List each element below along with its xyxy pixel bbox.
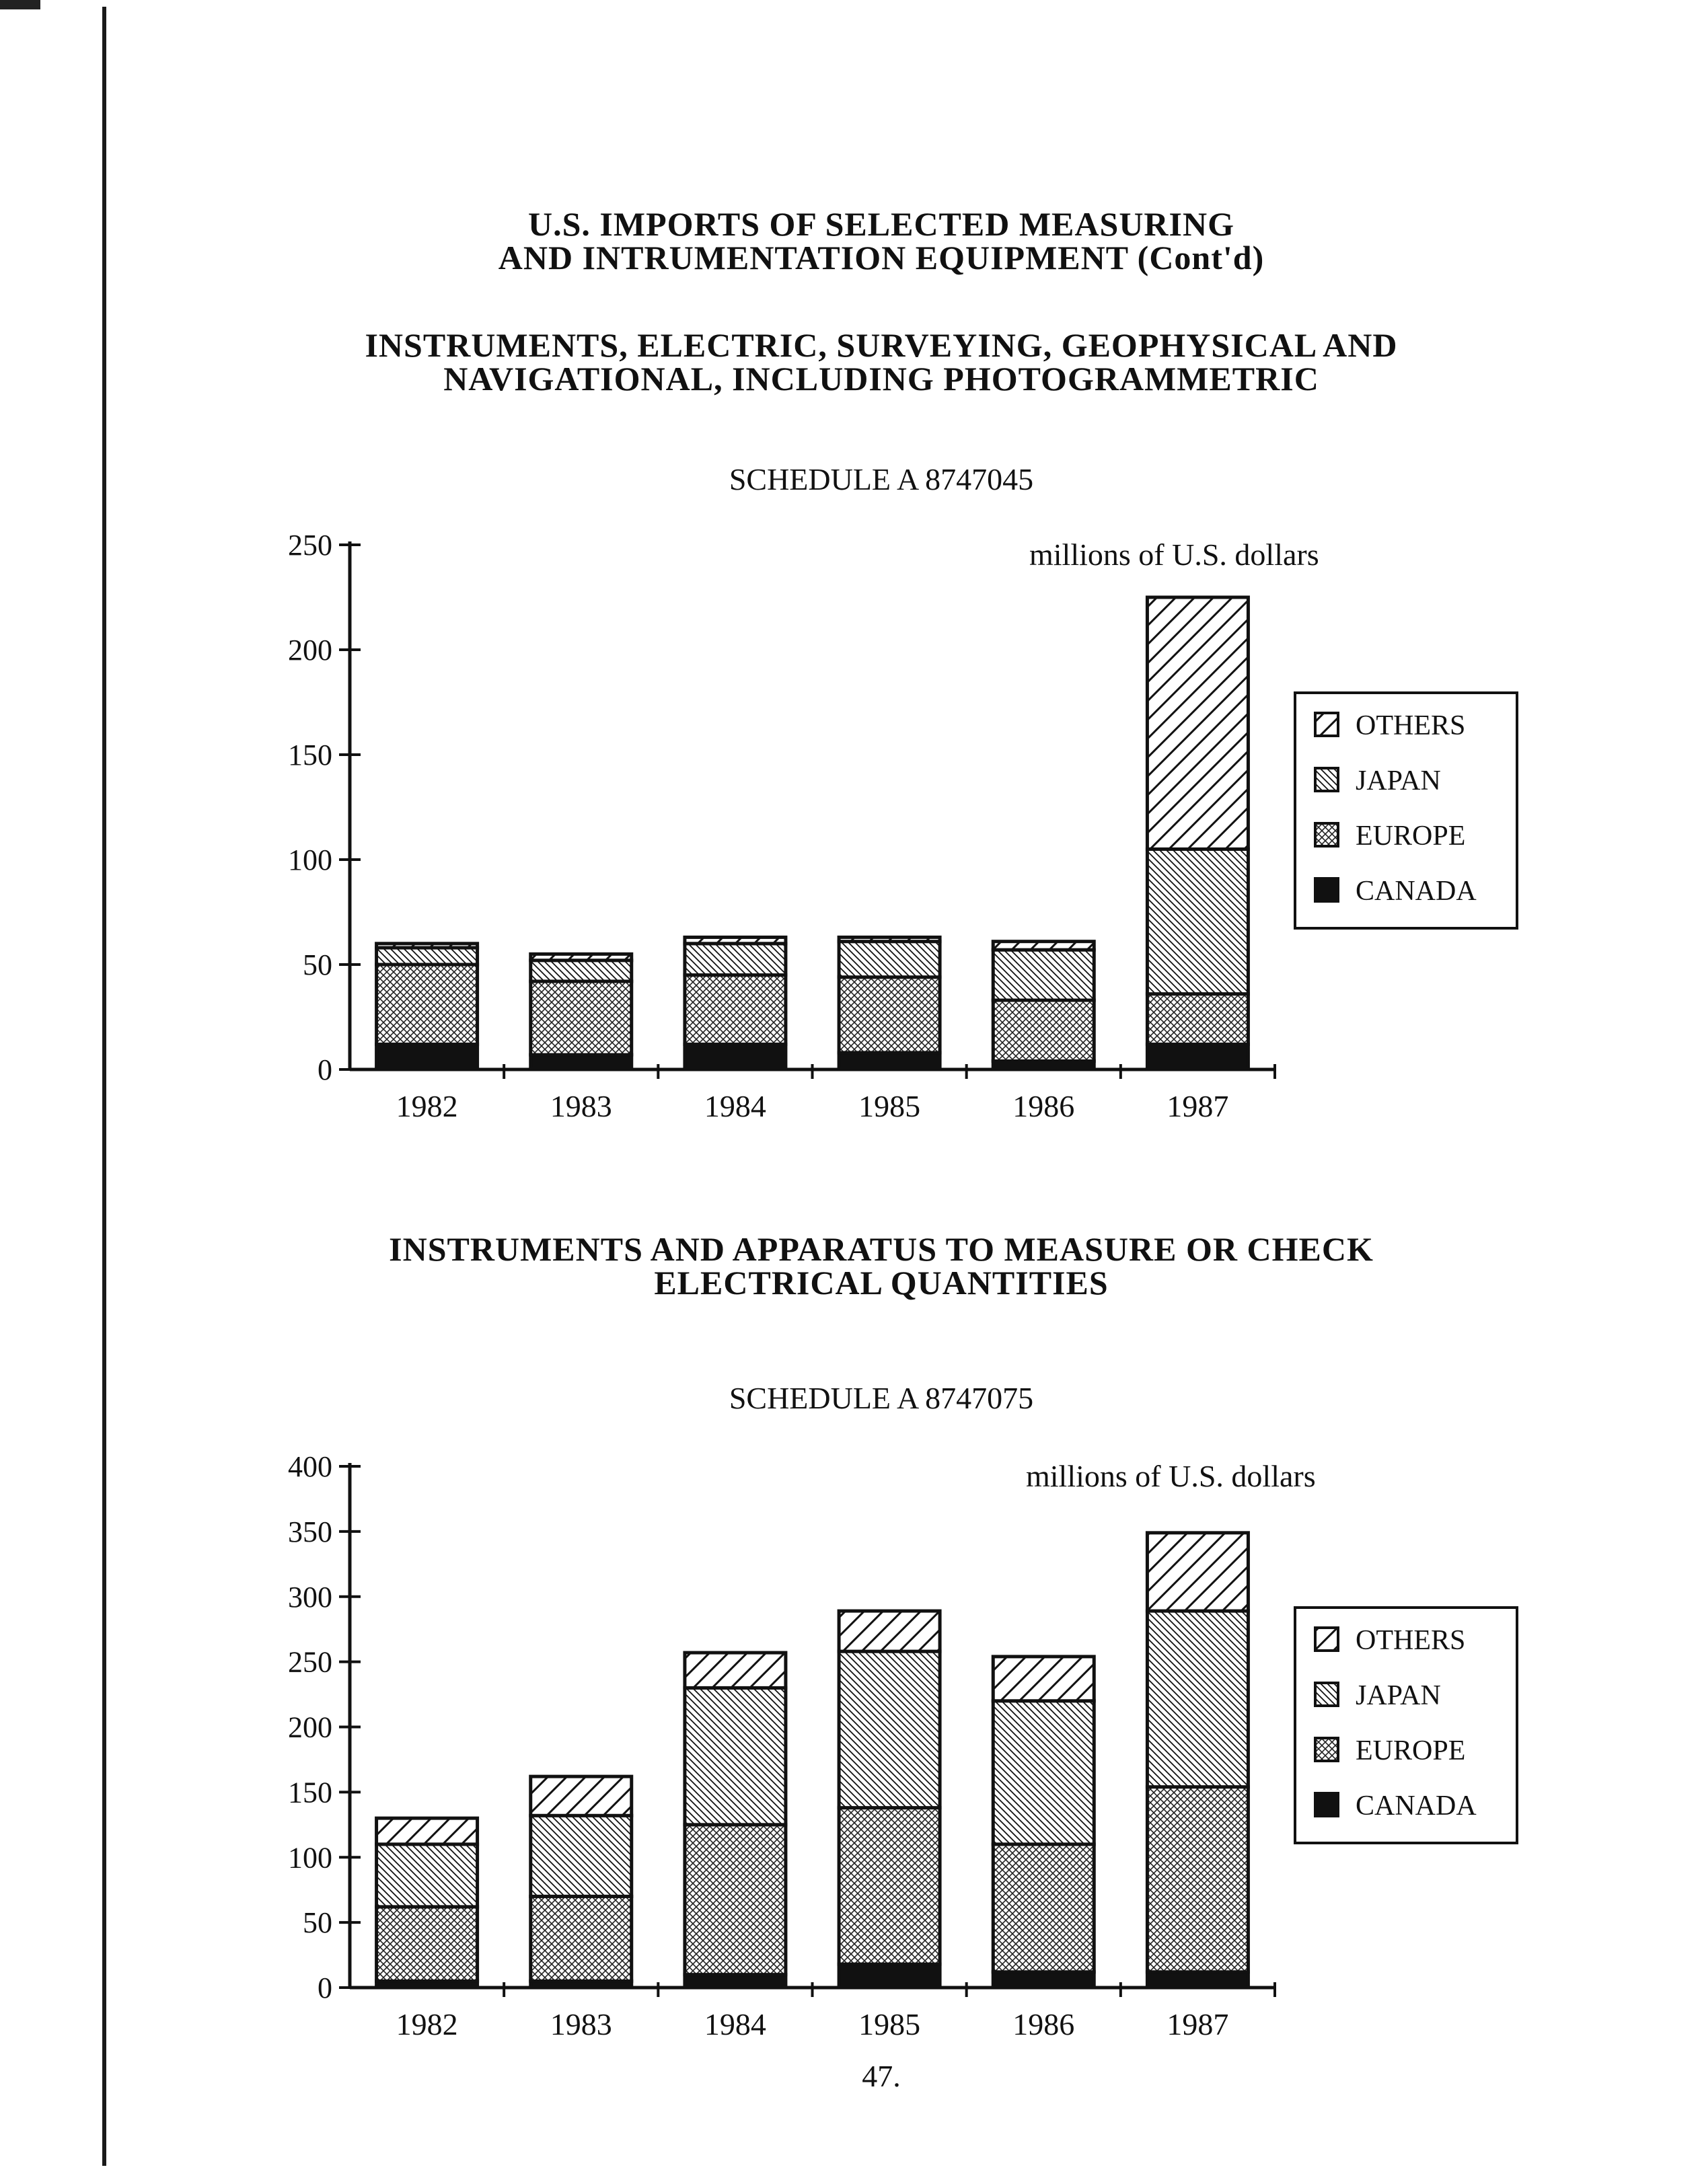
bar-segment-canada-1987 [1147, 1045, 1248, 1069]
y-tick-label: 300 [288, 1580, 332, 1614]
y-tick-label: 250 [288, 529, 332, 562]
bar-segment-canada-1984 [685, 1975, 786, 1988]
y-tick-label: 100 [288, 843, 332, 876]
legend-swatch-others [1315, 1628, 1338, 1651]
y-tick-label: 200 [288, 1710, 332, 1744]
legend-swatch-europe [1315, 1738, 1338, 1761]
chart1-svg [0, 511, 1700, 1143]
bar-segment-europe-1984 [685, 1825, 786, 1975]
bar-segment-others-1982 [377, 1818, 478, 1844]
bar-segment-canada-1986 [993, 1972, 1094, 1988]
bar-segment-europe-1983 [531, 1896, 632, 1981]
bar-segment-europe-1982 [377, 965, 478, 1045]
scan-corner-mark [0, 0, 40, 9]
y-tick-label: 50 [303, 1906, 332, 1940]
bar-segment-japan-1987 [1147, 1611, 1248, 1787]
bar-segment-others-1987 [1147, 1533, 1248, 1611]
bar-segment-others-1985 [839, 1611, 940, 1651]
y-tick-label: 200 [288, 634, 332, 667]
bar-segment-others-1986 [993, 1657, 1094, 1701]
main-title-line2: AND INTRUMENTATION EQUIPMENT (Cont'd) [498, 239, 1265, 276]
legend-swatch-europe [1315, 823, 1338, 846]
legend-swatch-japan [1315, 1683, 1338, 1706]
x-tick-label-1986: 1986 [1012, 1089, 1075, 1123]
legend-label-europe: EUROPE [1356, 821, 1466, 852]
bar-segment-others-1984 [685, 937, 786, 943]
legend-label-japan: JAPAN [1356, 1680, 1441, 1711]
chart1-title-line2: NAVIGATIONAL, INCLUDING PHOTOGRAMMETRIC [443, 360, 1319, 398]
bar-segment-others-1987 [1147, 597, 1248, 849]
bar-segment-europe-1985 [839, 977, 940, 1053]
y-tick-label: 0 [318, 1971, 332, 2004]
legend-label-canada: CANADA [1356, 1791, 1477, 1821]
bar-segment-europe-1987 [1147, 1787, 1248, 1972]
x-tick-label-1984: 1984 [704, 1089, 766, 1123]
bar-segment-europe-1987 [1147, 994, 1248, 1045]
bar-segment-japan-1982 [377, 948, 478, 965]
chart2-subtitle: SCHEDULE A 8747075 [729, 1381, 1034, 1415]
unit-label: millions of U.S. dollars [1026, 1459, 1316, 1493]
x-tick-label-1982: 1982 [396, 2007, 458, 2041]
bar-segment-japan-1984 [685, 944, 786, 975]
legend-label-others: OTHERS [1356, 710, 1466, 741]
bar-segment-others-1986 [993, 942, 1094, 950]
bar-segment-canada-1982 [377, 1045, 478, 1069]
bar-segment-canada-1984 [685, 1045, 786, 1069]
x-tick-label-1983: 1983 [550, 1089, 612, 1123]
legend-swatch-canada [1315, 878, 1338, 901]
bar-segment-japan-1987 [1147, 849, 1248, 993]
chart2-title-line1: INSTRUMENTS AND APPARATUS TO MEASURE OR CHECK [389, 1230, 1374, 1268]
y-tick-label: 350 [288, 1515, 332, 1548]
bar-segment-canada-1985 [839, 1053, 940, 1069]
x-tick-label-1983: 1983 [550, 2007, 612, 2041]
chart2-title-line2: ELECTRICAL QUANTITIES [654, 1264, 1109, 1302]
chart2-svg [0, 1439, 1700, 2058]
y-tick-label: 100 [288, 1841, 332, 1875]
legend-swatch-others [1315, 713, 1338, 736]
y-tick-label: 400 [288, 1450, 332, 1483]
x-tick-label-1987: 1987 [1167, 1089, 1229, 1123]
legend-label-canada: CANADA [1356, 876, 1477, 907]
bar-segment-others-1983 [531, 1776, 632, 1815]
chart1-title-line1: INSTRUMENTS, ELECTRIC, SURVEYING, GEOPHYSICAL AND [365, 326, 1398, 364]
page-number: 47. [862, 2059, 901, 2093]
bar-segment-japan-1986 [993, 950, 1094, 1000]
bar-segment-europe-1982 [377, 1907, 478, 1981]
bar-segment-europe-1983 [531, 981, 632, 1055]
bar-segment-others-1983 [531, 954, 632, 960]
legend-label-japan: JAPAN [1356, 765, 1441, 796]
main-title-line1: U.S. IMPORTS OF SELECTED MEASURING [528, 205, 1234, 243]
chart1-subtitle: SCHEDULE A 8747045 [729, 462, 1034, 496]
bar-segment-canada-1985 [839, 1964, 940, 1988]
y-tick-label: 50 [303, 948, 332, 981]
bar-segment-japan-1983 [531, 961, 632, 981]
bar-segment-europe-1984 [685, 975, 786, 1045]
bar-segment-canada-1987 [1147, 1972, 1248, 1988]
unit-label: millions of U.S. dollars [1029, 537, 1319, 572]
bar-segment-others-1985 [839, 937, 940, 941]
x-tick-label-1984: 1984 [704, 2007, 766, 2041]
bar-segment-others-1982 [377, 944, 478, 948]
legend-label-europe: EUROPE [1356, 1735, 1466, 1766]
x-tick-label-1985: 1985 [858, 1089, 921, 1123]
y-tick-label: 250 [288, 1645, 332, 1679]
y-tick-label: 150 [288, 739, 332, 771]
x-tick-label-1986: 1986 [1012, 2007, 1075, 2041]
x-tick-label-1982: 1982 [396, 1089, 458, 1123]
y-tick-label: 0 [318, 1053, 332, 1086]
bar-segment-japan-1985 [839, 1651, 940, 1808]
bar-segment-canada-1983 [531, 1055, 632, 1069]
y-tick-label: 150 [288, 1776, 332, 1809]
bar-segment-japan-1986 [993, 1701, 1094, 1844]
bar-segment-japan-1983 [531, 1815, 632, 1896]
bar-segment-japan-1984 [685, 1688, 786, 1824]
bar-segment-europe-1985 [839, 1808, 940, 1965]
legend-swatch-canada [1315, 1793, 1338, 1816]
legend-swatch-japan [1315, 768, 1338, 791]
x-tick-label-1987: 1987 [1167, 2007, 1229, 2041]
bar-segment-europe-1986 [993, 1000, 1094, 1061]
bar-segment-japan-1982 [377, 1844, 478, 1907]
bar-segment-europe-1986 [993, 1844, 1094, 1972]
bar-segment-japan-1985 [839, 942, 940, 977]
x-tick-label-1985: 1985 [858, 2007, 921, 2041]
legend-label-others: OTHERS [1356, 1625, 1466, 1656]
bar-segment-others-1984 [685, 1653, 786, 1688]
